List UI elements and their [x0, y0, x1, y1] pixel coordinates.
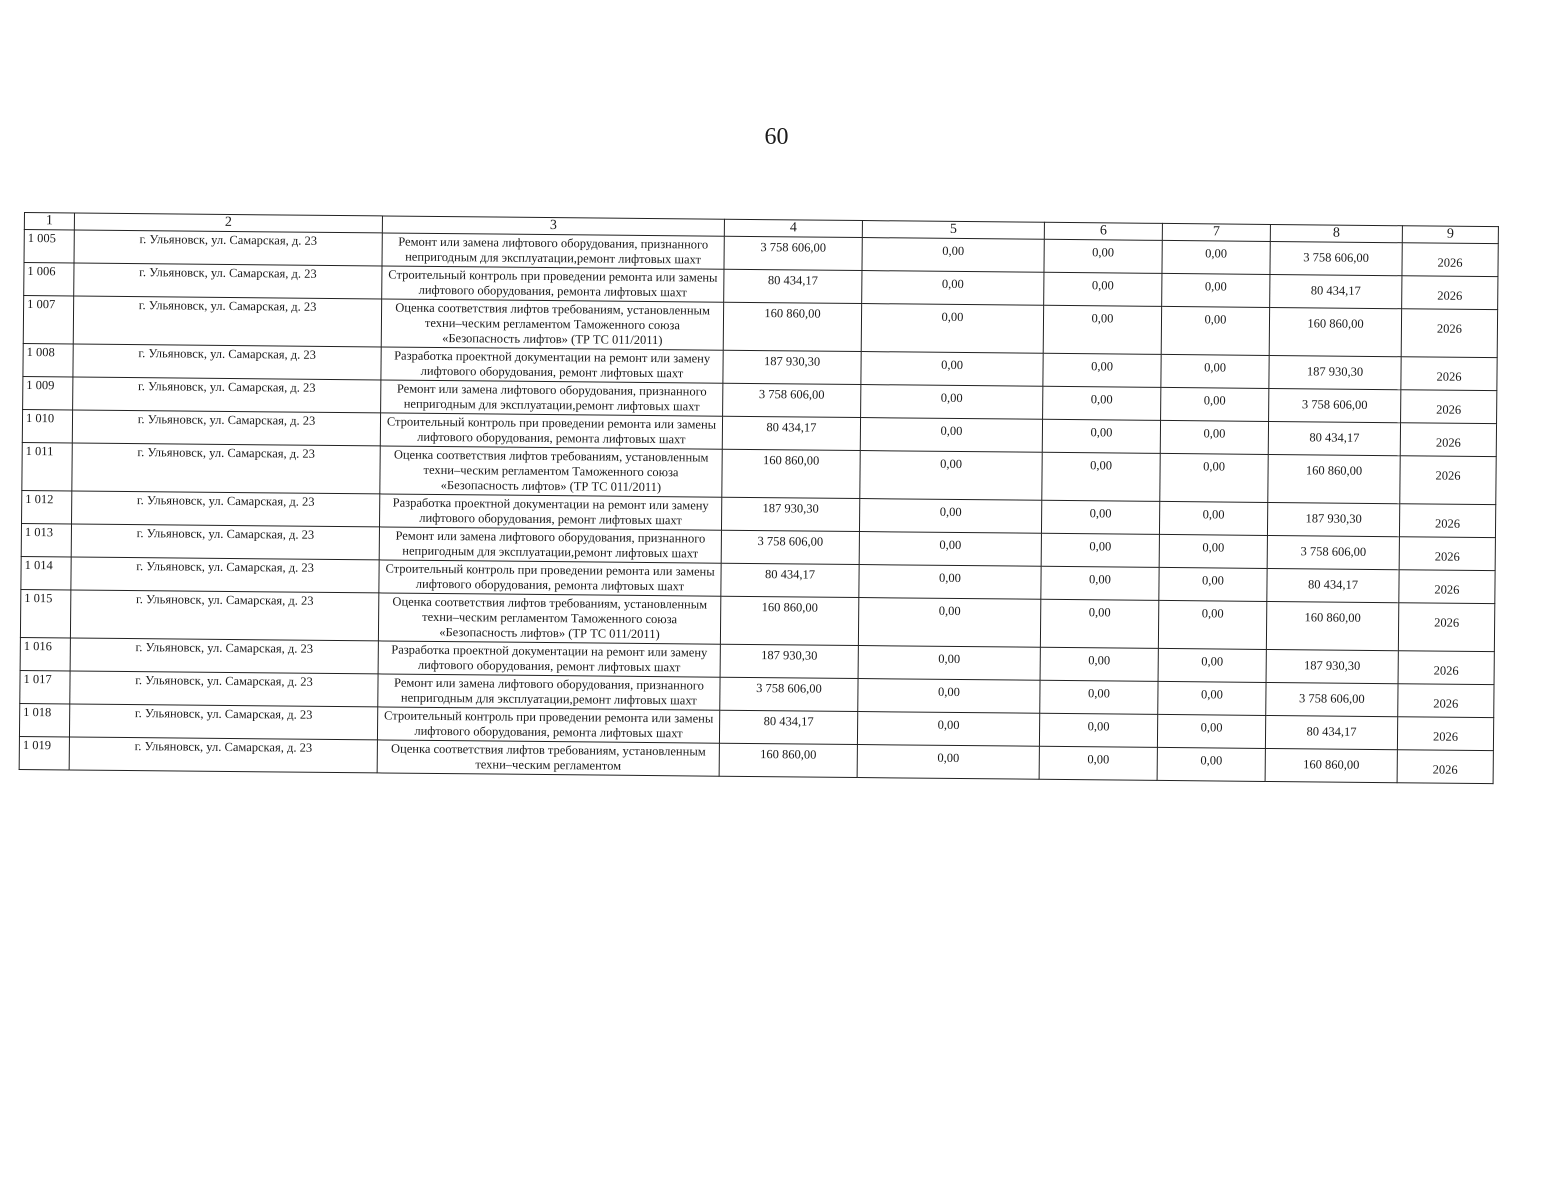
work-description-cell: Строительный контроль при проведении ремонта или замены лифтового оборудования, ремонта лифтовых шахт: [382, 266, 724, 302]
cost-col-6-cell: 0,00: [1039, 746, 1157, 780]
total-cost-cell: 3 758 606,00: [720, 677, 858, 711]
work-description-cell: Строительный контроль при проведении ремонта или замены лифтового оборудования, ремонта лифтовых шахт: [379, 560, 721, 596]
year-cell: 2026: [1402, 243, 1498, 277]
total-cost-cell: 80 434,17: [724, 269, 862, 303]
address-cell: г. Ульяновск, ул. Самарская, д. 23: [74, 263, 382, 299]
column-header: 6: [1044, 222, 1162, 240]
cost-col-8-cell: 3 758 606,00: [1267, 535, 1399, 569]
work-description-cell: Оценка соответствия лифтов требованиям, установленным техни–ческим регламентом: [377, 740, 719, 776]
cost-col-7-cell: 0,00: [1160, 420, 1268, 454]
address-cell: г. Ульяновск, ул. Самарская, д. 23: [71, 524, 379, 560]
cost-col-6-cell: 0,00: [1041, 566, 1159, 600]
cost-col-6-cell: 0,00: [1040, 680, 1158, 714]
cost-col-7-cell: 0,00: [1158, 681, 1266, 715]
column-header: 3: [382, 216, 724, 236]
cost-col-5-cell: 0,00: [858, 646, 1040, 681]
row-number-cell: 1 013: [21, 523, 71, 556]
column-header: 1: [24, 213, 74, 230]
row-number-cell: 1 018: [19, 703, 69, 736]
cost-col-8-cell: 3 758 606,00: [1269, 388, 1401, 422]
total-cost-cell: 187 930,30: [721, 497, 859, 531]
address-cell: г. Ульяновск, ул. Самарская, д. 23: [70, 671, 378, 707]
total-cost-cell: 3 758 606,00: [724, 236, 862, 270]
cost-col-7-cell: 0,00: [1159, 501, 1267, 535]
row-number-cell: 1 014: [21, 556, 71, 589]
year-cell: 2026: [1402, 276, 1498, 310]
year-cell: 2026: [1399, 537, 1495, 571]
cost-col-8-cell: 187 930,30: [1266, 649, 1398, 683]
total-cost-cell: 3 758 606,00: [723, 383, 861, 417]
cost-col-6-cell: 0,00: [1042, 452, 1160, 501]
cost-col-5-cell: 0,00: [861, 385, 1043, 420]
cost-col-8-cell: 3 758 606,00: [1266, 682, 1398, 716]
year-cell: 2026: [1398, 684, 1494, 718]
cost-col-7-cell: 0,00: [1159, 534, 1267, 568]
row-number-cell: 1 007: [23, 296, 73, 344]
work-description-cell: Ремонт или замена лифтового оборудования, признанного непригодным для эксплуатации,ремонт лифтовых шахт: [382, 233, 724, 269]
address-cell: г. Ульяновск, ул. Самарская, д. 23: [72, 443, 380, 494]
work-description-cell: Ремонт или замена лифтового оборудования, признанного непригодным для эксплуатации,ремонт лифтовых шахт: [378, 674, 720, 710]
year-cell: 2026: [1401, 309, 1497, 358]
cost-col-7-cell: 0,00: [1160, 453, 1268, 502]
year-cell: 2026: [1397, 750, 1493, 784]
cost-col-7-cell: 0,00: [1157, 714, 1265, 748]
address-cell: г. Ульяновск, ул. Самарская, д. 23: [72, 491, 380, 527]
cost-col-5-cell: 0,00: [861, 352, 1043, 387]
cost-col-6-cell: 0,00: [1039, 713, 1157, 747]
cost-col-5-cell: 0,00: [860, 451, 1042, 501]
cost-col-8-cell: 80 434,17: [1268, 421, 1400, 455]
cost-col-8-cell: 3 758 606,00: [1270, 241, 1402, 275]
cost-col-8-cell: 80 434,17: [1270, 274, 1402, 308]
work-description-cell: Оценка соответствия лифтов требованиям, установленным техни–ческим регламентом Таможенного союза «Безопасность лифтов» (ТР ТС 011/2011): [381, 299, 723, 350]
address-cell: г. Ульяновск, ул. Самарская, д. 23: [70, 590, 378, 641]
total-cost-cell: 187 930,30: [720, 644, 858, 678]
cost-col-8-cell: 80 434,17: [1265, 715, 1397, 749]
cost-col-5-cell: 0,00: [861, 304, 1043, 354]
cost-col-5-cell: 0,00: [858, 679, 1040, 714]
address-cell: г. Ульяновск, ул. Самарская, д. 23: [74, 230, 382, 266]
total-cost-cell: 160 860,00: [722, 449, 860, 498]
year-cell: 2026: [1399, 504, 1495, 538]
row-number-cell: 1 019: [19, 736, 69, 769]
column-header: 2: [74, 213, 382, 233]
cost-col-5-cell: 0,00: [859, 565, 1041, 600]
cost-col-6-cell: 0,00: [1044, 272, 1162, 306]
cost-col-5-cell: 0,00: [857, 712, 1039, 747]
address-cell: г. Ульяновск, ул. Самарская, д. 23: [69, 737, 377, 773]
column-header: 4: [724, 219, 862, 237]
row-number-cell: 1 006: [24, 263, 74, 296]
year-cell: 2026: [1398, 651, 1494, 685]
cost-col-7-cell: 0,00: [1161, 387, 1269, 421]
address-cell: г. Ульяновск, ул. Самарская, д. 23: [73, 344, 381, 380]
cost-col-5-cell: 0,00: [860, 418, 1042, 453]
work-description-cell: Разработка проектной документации на ремонт или замену лифтового оборудования, ремонт лифтовых шахт: [381, 347, 723, 383]
year-cell: 2026: [1397, 717, 1493, 751]
cost-col-7-cell: 0,00: [1158, 600, 1266, 649]
work-description-cell: Оценка соответствия лифтов требованиям, установленным техни–ческим регламентом Таможенного союза «Безопасность лифтов» (ТР ТС 011/2011): [380, 446, 722, 497]
row-number-cell: 1 017: [20, 670, 70, 703]
total-cost-cell: 160 860,00: [723, 302, 861, 351]
address-cell: г. Ульяновск, ул. Самарская, д. 23: [73, 296, 381, 347]
cost-col-5-cell: 0,00: [857, 745, 1039, 780]
total-cost-cell: 3 758 606,00: [721, 530, 859, 564]
cost-col-6-cell: 0,00: [1040, 647, 1158, 681]
row-number-cell: 1 009: [23, 376, 73, 409]
cost-col-8-cell: 160 860,00: [1265, 748, 1397, 782]
cost-col-8-cell: 80 434,17: [1267, 568, 1399, 602]
cost-col-5-cell: 0,00: [858, 598, 1040, 648]
cost-col-5-cell: 0,00: [862, 271, 1044, 306]
work-description-cell: Разработка проектной документации на ремонт или замену лифтового оборудования, ремонт лифтовых шахт: [379, 494, 721, 530]
cost-col-7-cell: 0,00: [1159, 567, 1267, 601]
cost-col-6-cell: 0,00: [1042, 419, 1160, 453]
row-number-cell: 1 008: [23, 343, 73, 376]
works-table: [19, 212, 1499, 784]
total-cost-cell: 80 434,17: [722, 416, 860, 450]
cost-col-8-cell: 187 930,30: [1267, 502, 1399, 536]
total-cost-cell: 187 930,30: [723, 350, 861, 384]
column-header: 8: [1270, 224, 1402, 242]
cost-col-8-cell: 160 860,00: [1268, 454, 1400, 503]
row-number-cell: 1 010: [22, 409, 72, 442]
cost-col-6-cell: 0,00: [1043, 386, 1161, 420]
work-description-cell: Разработка проектной документации на ремонт или замену лифтового оборудования, ремонт лифтовых шахт: [378, 641, 720, 677]
year-cell: 2026: [1401, 390, 1497, 424]
cost-col-5-cell: 0,00: [862, 238, 1044, 273]
work-description-cell: Строительный контроль при проведении ремонта или замены лифтового оборудования, ремонта лифтовых шахт: [377, 707, 719, 743]
cost-col-7-cell: 0,00: [1157, 747, 1265, 781]
cost-col-5-cell: 0,00: [859, 532, 1041, 567]
row-number-cell: 1 012: [22, 490, 72, 523]
total-cost-cell: 160 860,00: [720, 596, 858, 645]
cost-col-6-cell: 0,00: [1040, 599, 1158, 648]
cost-col-6-cell: 0,00: [1044, 239, 1162, 273]
year-cell: 2026: [1400, 423, 1496, 457]
work-description-cell: Оценка соответствия лифтов требованиям, установленным техни–ческим регламентом Таможенного союза «Безопасность лифтов» (ТР ТС 011/2011): [378, 593, 720, 644]
row-number-cell: 1 015: [20, 589, 70, 637]
cost-col-8-cell: 160 860,00: [1266, 601, 1398, 650]
cost-col-8-cell: 160 860,00: [1269, 307, 1401, 356]
cost-col-7-cell: 0,00: [1161, 306, 1269, 355]
cost-col-6-cell: 0,00: [1043, 353, 1161, 387]
work-description-cell: Ремонт или замена лифтового оборудования, признанного непригодным для эксплуатации,ремонт лифтовых шахт: [379, 527, 721, 563]
cost-col-7-cell: 0,00: [1162, 273, 1270, 307]
work-description-cell: Ремонт или замена лифтового оборудования, признанного непригодным для эксплуатации,ремонт лифтовых шахт: [381, 380, 723, 416]
row-number-cell: 1 005: [24, 230, 74, 263]
total-cost-cell: 80 434,17: [719, 710, 857, 744]
year-cell: 2026: [1401, 357, 1497, 391]
year-cell: 2026: [1398, 603, 1494, 652]
address-cell: г. Ульяновск, ул. Самарская, д. 23: [72, 410, 380, 446]
total-cost-cell: 160 860,00: [719, 743, 857, 777]
cost-col-7-cell: 0,00: [1158, 648, 1266, 682]
year-cell: 2026: [1400, 456, 1496, 505]
address-cell: г. Ульяновск, ул. Самарская, д. 23: [70, 638, 378, 674]
row-number-cell: 1 011: [22, 442, 72, 490]
cost-col-5-cell: 0,00: [859, 499, 1041, 534]
cost-col-6-cell: 0,00: [1041, 533, 1159, 567]
cost-col-6-cell: 0,00: [1043, 305, 1161, 354]
address-cell: г. Ульяновск, ул. Самарская, д. 23: [71, 557, 379, 593]
work-description-cell: Строительный контроль при проведении ремонта или замены лифтового оборудования, ремонта лифтовых шахт: [380, 413, 722, 449]
cost-col-8-cell: 187 930,30: [1269, 355, 1401, 389]
cost-col-7-cell: 0,00: [1162, 240, 1270, 274]
year-cell: 2026: [1399, 570, 1495, 604]
column-header: 5: [862, 221, 1044, 240]
total-cost-cell: 80 434,17: [721, 563, 859, 597]
page-number: 60: [764, 124, 789, 150]
address-cell: г. Ульяновск, ул. Самарская, д. 23: [69, 704, 377, 740]
address-cell: г. Ульяновск, ул. Самарская, д. 23: [73, 377, 381, 413]
column-header: 9: [1402, 226, 1498, 244]
row-number-cell: 1 016: [20, 637, 70, 670]
column-header: 7: [1162, 223, 1270, 241]
cost-col-6-cell: 0,00: [1041, 500, 1159, 534]
cost-col-7-cell: 0,00: [1161, 354, 1269, 388]
